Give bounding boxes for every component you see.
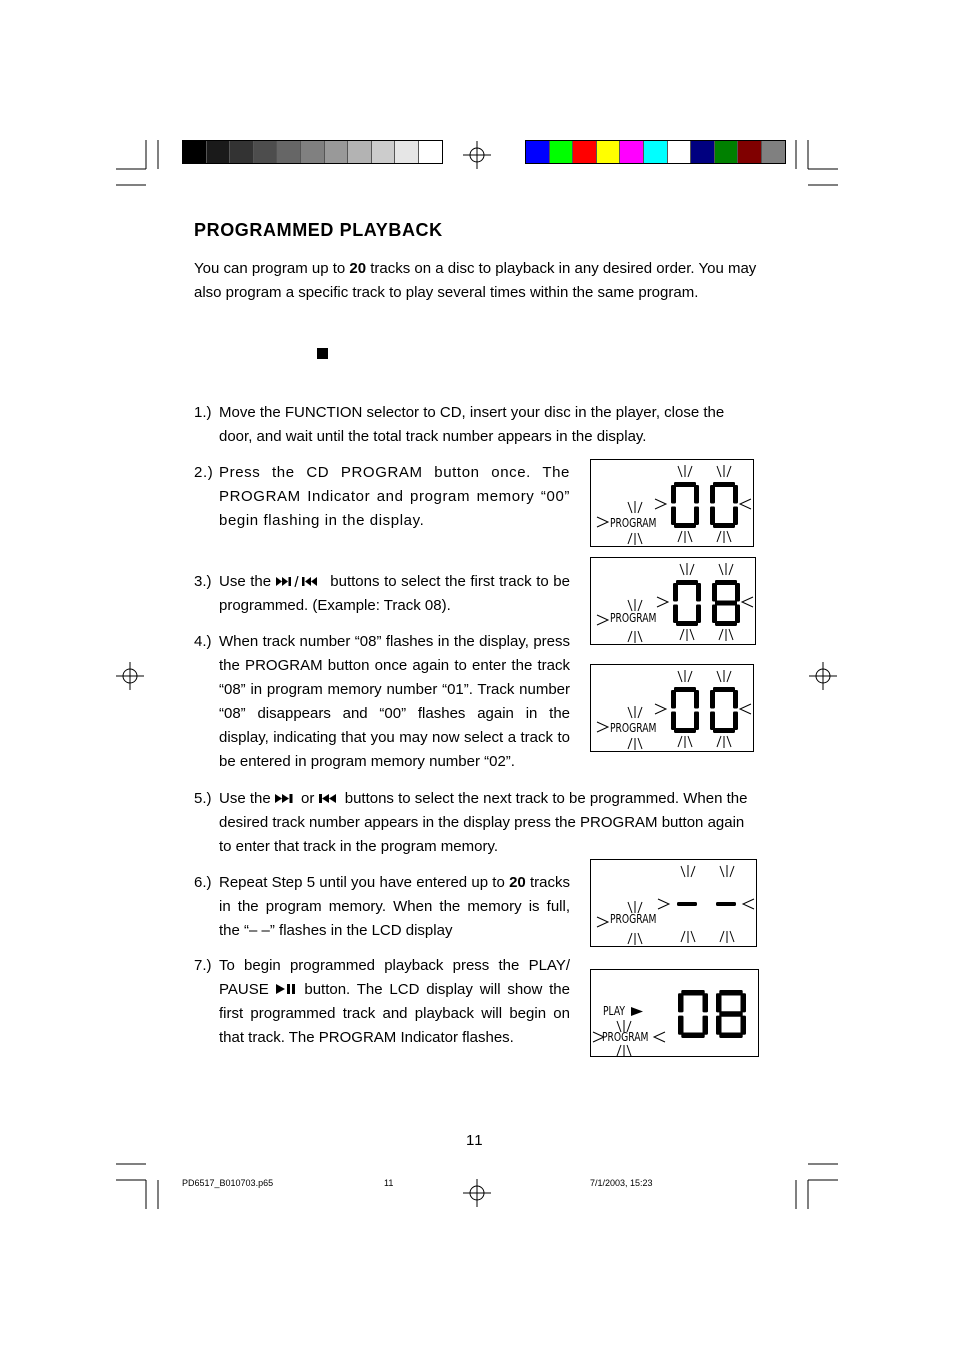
flash-rays-icon: [597, 722, 608, 732]
calibration-swatch: [207, 141, 231, 163]
lcd-display-2: [590, 557, 756, 645]
lcd-display-1: [590, 459, 754, 547]
flash-rays-icon: [628, 631, 642, 643]
lcd-display-4: [590, 859, 757, 947]
calibration-swatch: [419, 141, 442, 163]
footer-filename: PD6517_B010703.p65: [182, 1178, 274, 1188]
flash-rays-icon: [743, 899, 754, 909]
calibration-swatch: [644, 141, 668, 163]
calibration-swatch: [325, 141, 349, 163]
calibration-swatch: [715, 141, 739, 163]
lcd-digit: [716, 990, 746, 1038]
calibration-swatch: [738, 141, 762, 163]
flash-rays-icon: [717, 465, 731, 477]
lcd-digits: [591, 860, 756, 946]
flash-rays-icon: [657, 597, 668, 607]
flash-rays-icon: [628, 501, 642, 513]
flash-rays-icon: [742, 597, 753, 607]
program-indicator: PROGRAM: [610, 912, 657, 926]
flash-rays-icon: [628, 533, 642, 545]
flash-rays-icon: [740, 704, 751, 714]
flash-rays-icon: [617, 1045, 631, 1056]
flash-rays-icon: [597, 615, 608, 625]
calibration-swatch: [550, 141, 574, 163]
lcd-digits: [591, 665, 753, 751]
flash-rays-icon: [597, 917, 608, 927]
lcd-digits: [591, 460, 753, 546]
calibration-swatch: [573, 141, 597, 163]
flash-rays-icon: [628, 738, 642, 750]
program-indicator: PROGRAM: [610, 611, 657, 625]
calibration-swatch: [301, 141, 325, 163]
flash-rays-icon: [597, 517, 608, 527]
flash-rays-icon: [720, 931, 734, 943]
play-indicator: PLAY: [603, 1004, 625, 1018]
grayscale-calibration-bar: [182, 140, 443, 164]
previous-track-icon: [319, 793, 341, 804]
flash-rays-icon: [681, 865, 695, 877]
flash-rays-icon: [678, 465, 692, 477]
play-pause-icon: [276, 983, 298, 995]
footer-page: 11: [384, 1178, 394, 1188]
flash-rays-icon: [678, 531, 692, 543]
flash-rays-icon: [681, 931, 695, 943]
flash-rays-icon: [678, 736, 692, 748]
lcd-digit: [710, 482, 738, 528]
calibration-swatch: [620, 141, 644, 163]
calibration-swatch: [597, 141, 621, 163]
calibration-swatch: [668, 141, 692, 163]
calibration-swatch: [372, 141, 396, 163]
footer-date: 7/1/2003, 15:23: [590, 1178, 653, 1188]
calibration-swatch: [230, 141, 254, 163]
calibration-swatch: [254, 141, 278, 163]
flash-rays-icon: [680, 629, 694, 641]
lcd-digit: [710, 687, 738, 733]
flash-rays-icon: [655, 499, 666, 509]
lcd-digit: [712, 580, 740, 626]
flash-rays-icon: [628, 599, 642, 611]
flash-rays-icon: [719, 563, 733, 575]
lcd-display-5: [590, 969, 759, 1057]
calibration-swatch: [526, 141, 550, 163]
flash-rays-icon: [720, 865, 734, 877]
flash-rays-icon: [655, 704, 666, 714]
program-indicator: PROGRAM: [602, 1030, 649, 1044]
calibration-swatch: [183, 141, 207, 163]
calibration-swatch: [277, 141, 301, 163]
flash-rays-icon: [678, 670, 692, 682]
stop-square-icon: [317, 348, 328, 359]
color-calibration-bar: [525, 140, 786, 164]
flash-rays-icon: [717, 670, 731, 682]
lcd-digit: [678, 990, 708, 1038]
flash-rays-icon: [628, 933, 642, 945]
flash-rays-icon: [719, 629, 733, 641]
calibration-swatch: [395, 141, 419, 163]
flash-rays-icon: [717, 531, 731, 543]
lcd-display-3: [590, 664, 754, 752]
lcd-digit: [671, 482, 699, 528]
calibration-swatch: [691, 141, 715, 163]
intro-paragraph: You can program up to 20 tracks on a disc to playback in any desired order. You may also program a specific track to play several times within the same program.: [194, 260, 757, 301]
flash-rays-icon: [717, 736, 731, 748]
page-number: 11: [466, 1132, 484, 1149]
flash-rays-icon: [628, 706, 642, 718]
calibration-swatch: [762, 141, 785, 163]
flash-rays-icon: [654, 1032, 665, 1042]
play-arrow-icon: [631, 1007, 643, 1016]
flash-rays-icon: [740, 499, 751, 509]
program-indicator: PROGRAM: [610, 516, 657, 530]
next-prev-buttons-icon: [276, 576, 326, 587]
flash-rays-icon: [680, 563, 694, 575]
lcd-digit: [673, 580, 701, 626]
next-track-icon: [275, 793, 297, 804]
program-indicator: PROGRAM: [610, 721, 657, 735]
lcd-digits: [591, 558, 755, 644]
calibration-swatch: [348, 141, 372, 163]
lcd-digit: [671, 687, 699, 733]
page-title: PROGRAMMED PLAYBACK: [194, 220, 443, 240]
flash-rays-icon: [658, 899, 669, 909]
